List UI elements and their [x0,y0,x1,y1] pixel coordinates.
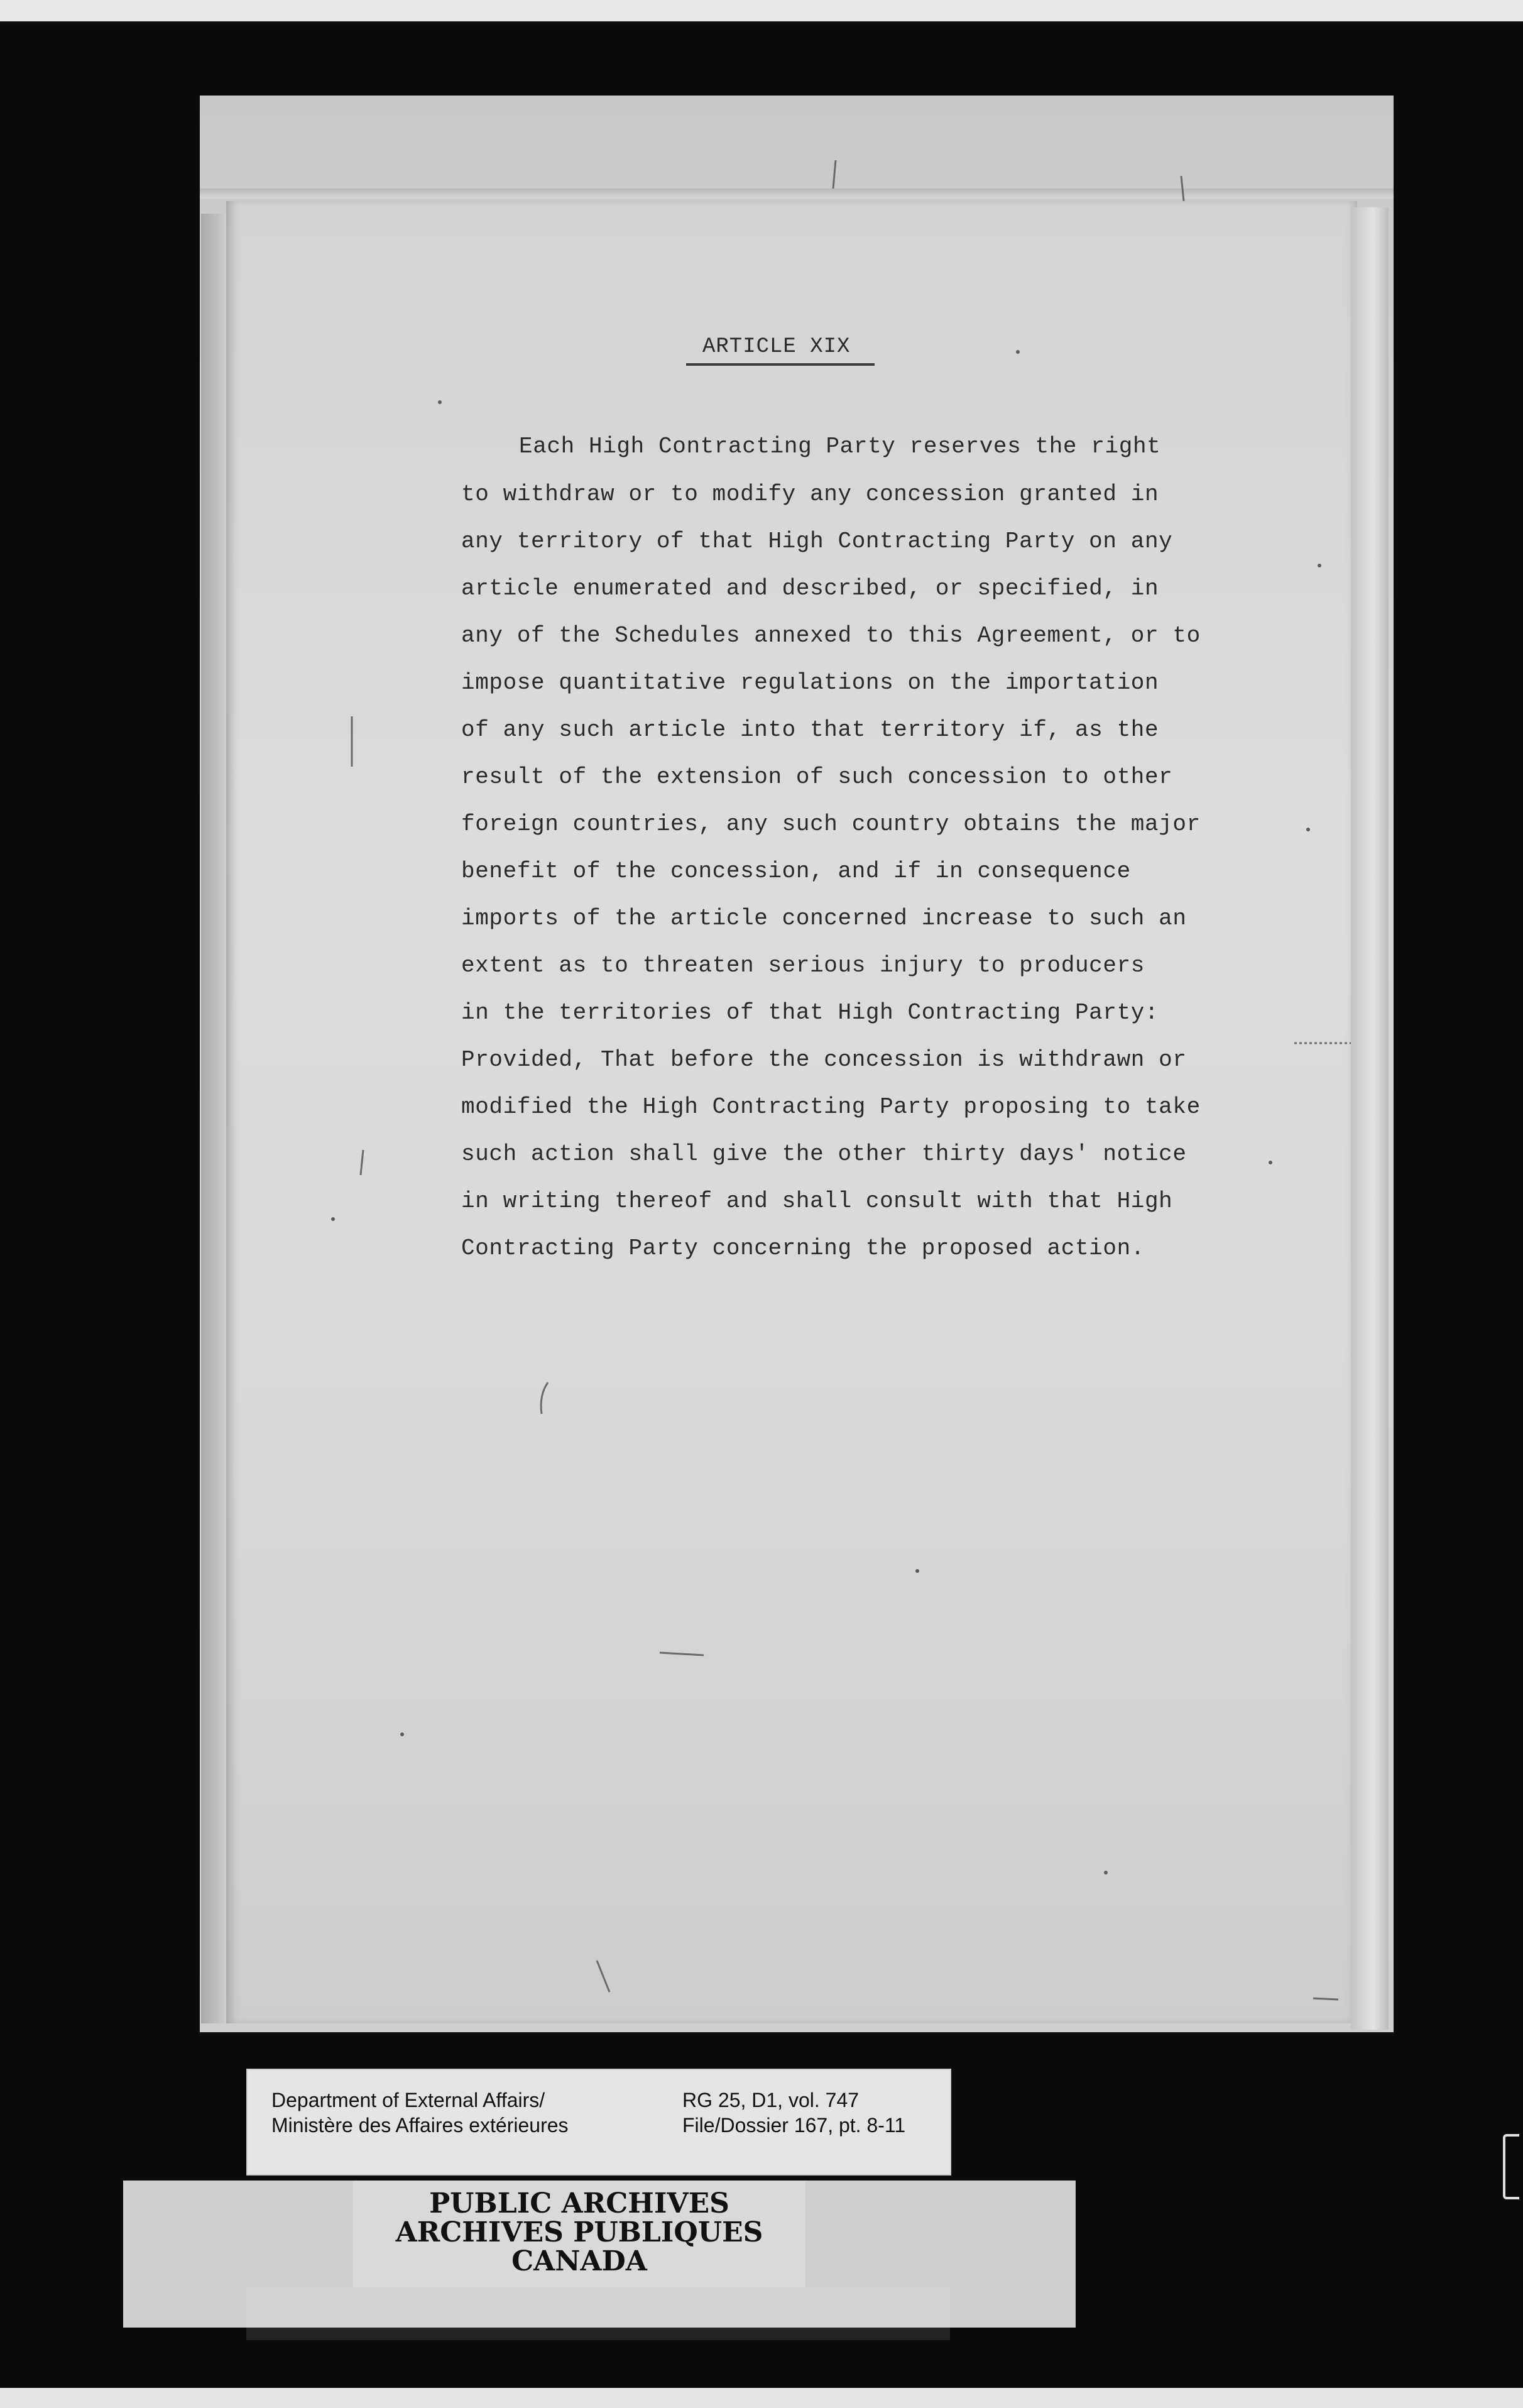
paragraph-line: such action shall give the other thirty days' notice [461,1141,1187,1167]
paragraph-line: impose quantitative regulations on the importation [461,670,1159,696]
page-left-edge [201,214,227,2023]
paragraph-line: article enumerated and described, or specified, in [461,576,1159,601]
paragraph-line: result of the extension of such concession to other [461,764,1173,790]
reference-volume: RG 25, D1, vol. 747 [682,2089,860,2111]
paragraph-line: to withdraw or to modify any concession granted in [461,481,1159,507]
paragraph-line: Contracting Party concerning the proposed action. [461,1235,1145,1261]
department-fr: Ministère des Affaires extérieures [271,2114,569,2137]
archive-stamp-line-1: PUBLIC ARCHIVES [429,2187,729,2219]
paragraph-line: imports of the article concerned increase to such an [461,906,1187,931]
paragraph-line: modified the High Contracting Party proposing to take [461,1094,1201,1120]
film-frame-mark [1503,2134,1519,2199]
heading-underline [686,363,875,366]
paragraph-line: foreign countries, any such country obtains the major [461,811,1201,837]
film-top-edge [0,0,1523,21]
paragraph-line: extent as to threaten serious injury to producers [461,953,1145,978]
paragraph-line: benefit of the concession, and if in consequence [461,858,1131,884]
department-en: Department of External Affairs/ [271,2089,545,2111]
archive-stamp-line-2: ARCHIVES PUBLIQUES [395,2216,763,2248]
paragraph-line: in writing thereof and shall consult with that High [461,1188,1173,1214]
film-bottom-edge [0,2388,1523,2408]
paragraph-line: any of the Schedules annexed to this Agreement, or to [461,623,1201,649]
paragraph-line: any territory of that High Contracting Party on any [461,528,1173,554]
page-right-edge [1351,207,1389,2030]
paragraph-line: Each High Contracting Party reserves the right [519,434,1161,459]
article-heading: ARTICLE XIX [702,335,851,359]
archive-stamp-line-3: CANADA [511,2245,647,2277]
paragraph-line: in the territories of that High Contracting Party: [461,1000,1159,1026]
archive-stamp-tab [246,2287,950,2331]
reference-file: File/Dossier 167, pt. 8-11 [682,2114,906,2137]
paragraph-line: Provided, That before the concession is withdrawn or [461,1047,1187,1073]
sheet-fold-line [200,189,1394,199]
archive-stamp-shadow [246,2328,950,2340]
paragraph-line: of any such article into that territory if, as the [461,717,1159,743]
